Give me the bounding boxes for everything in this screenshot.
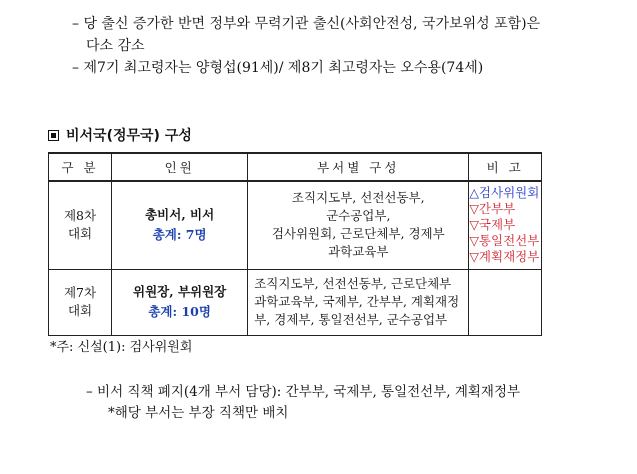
remark-added: △검사위원회 xyxy=(469,185,540,201)
sub-point-2: *해당 부서는 부장 직책만 배치 xyxy=(108,405,289,421)
department-line: 과학교육부 xyxy=(328,244,389,260)
remark-removed: ▽간부부 xyxy=(469,201,516,217)
division-line: 대회 xyxy=(67,303,93,318)
remarks-cell xyxy=(469,181,542,269)
table-header-row xyxy=(49,153,542,181)
departments-cell xyxy=(248,269,469,335)
department-line: 과학교육부, 국제부, 간부부, 계획재정 xyxy=(254,294,460,309)
sub-point-1: – 비서 직책 폐지(4개 부서 담당): 간부부, 국제부, 통일전선부, 계획재정부 xyxy=(86,384,521,400)
division-line: 대회 xyxy=(67,226,93,242)
remark-removed: ▽계획재정부 xyxy=(469,249,540,265)
intro-line-3: – 제7기 최고령자는 양형섭(91세)/ 제8기 최고령자는 오수용(74세) xyxy=(72,60,484,76)
staff-cell xyxy=(112,269,248,335)
remark-removed: ▽통일전선부 xyxy=(469,233,540,249)
intro-line-1: – 당 출신 증가한 반면 정부와 무력기관 출신(사회안전성, 국가보위성 포함)은 xyxy=(72,16,541,32)
division-line: 제7차 xyxy=(63,285,97,300)
intro-line-2: 다소 감소 xyxy=(86,38,145,54)
section-title: 비서국(정무국) 구성 xyxy=(66,128,192,144)
table-row xyxy=(49,181,542,269)
remark-removed: ▽국제부 xyxy=(469,217,516,233)
departments-cell xyxy=(248,181,469,269)
footnote: *주: 신설(1): 검사위원회 xyxy=(50,340,193,355)
department-line: 부, 경제부, 통일전선부, 군수공업부 xyxy=(254,312,448,327)
department-line: 검사위원회, 근로단체부, 경제부 xyxy=(271,226,445,242)
division-cell xyxy=(49,269,112,335)
department-line: 조직지도부, 선전선동부, 근로단체부 xyxy=(254,276,452,291)
header-departments: 부서별 구성 xyxy=(248,153,469,181)
remarks-cell xyxy=(469,269,542,335)
staff-total: 총계: 10명 xyxy=(148,304,211,319)
header-division: 구 분 xyxy=(49,153,112,181)
staff-total: 총계: 7명 xyxy=(152,227,207,243)
department-line: 군수공업부, xyxy=(326,208,391,224)
staff-cell xyxy=(112,181,248,269)
staff-title: 총비서, 비서 xyxy=(145,207,215,223)
section-heading xyxy=(48,126,192,146)
secretariat-table xyxy=(48,152,542,336)
staff-title: 위원장, 부위원장 xyxy=(133,284,227,299)
header-remarks: 비 고 xyxy=(469,153,542,181)
division-line: 제8차 xyxy=(63,208,97,224)
header-staff: 인원 xyxy=(112,153,248,181)
table-row xyxy=(49,269,542,335)
department-line: 조직지도부, 선전선동부, xyxy=(291,190,425,206)
square-bullet-icon xyxy=(48,130,59,141)
division-cell xyxy=(49,181,112,269)
